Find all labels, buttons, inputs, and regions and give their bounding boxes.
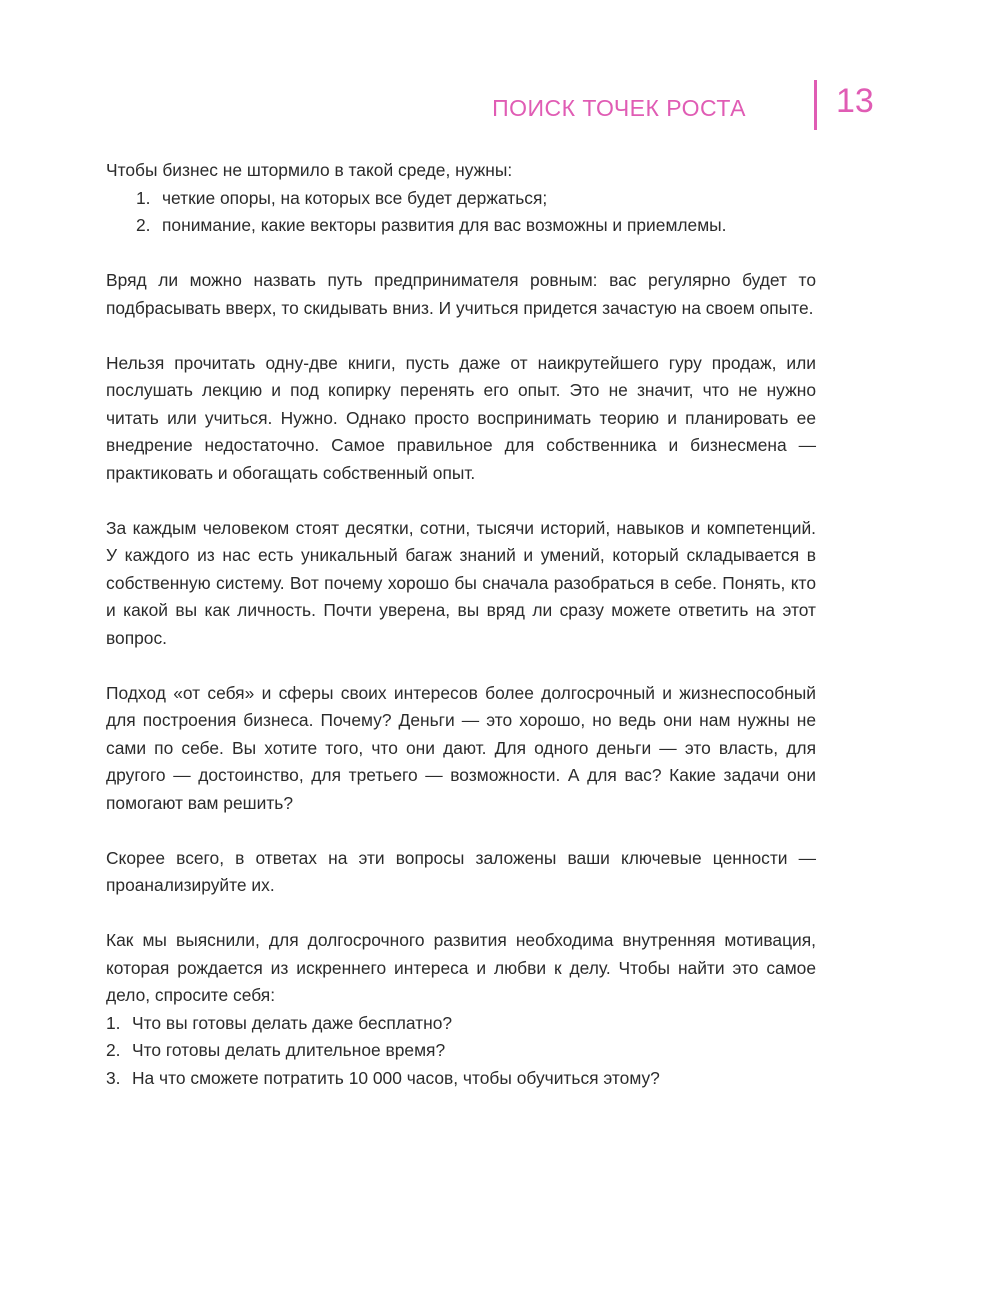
list-item <box>106 1037 816 1065</box>
list-item <box>106 1010 816 1038</box>
paragraph: Подход «от себя» и сферы своих интересов более долгосрочный и жизнеспособный для построения бизнеса. Почему? Деньги — это хорошо, но ведь они нам нужны не сами по себе. Вы хотите того, что они дают. Для одного деньги — это власть, для другого — достоинство, для третьего — возможности. А для вас? Какие задачи они помогают вам решить? <box>106 682 816 813</box>
list-number: 1. <box>136 187 151 208</box>
paragraph: Вряд ли можно назвать путь предпринимателя ровным: вас регулярно будет то подбрасывать вверх, то скидывать вниз. И учиться придется зачастую на своем опыте. <box>106 270 816 318</box>
list-number: 2. <box>106 1040 121 1060</box>
list-text: Что вы готовы делать даже бесплатно? <box>132 1012 453 1033</box>
list-number: 1. <box>106 1012 121 1033</box>
page-body <box>106 157 816 1120</box>
paragraph: Как мы выяснили, для долгосрочного развития необходима внутренняя мотивация, которая рождается из искреннего интереса и любви к делу. Чтобы найти это самое дело, спросите себя: <box>106 930 816 1005</box>
running-title: ПОИСК ТОЧЕК РОСТА <box>492 95 746 121</box>
list-text: понимание, какие векторы развития для вас возможны и приемлемы. <box>162 215 727 235</box>
list-text: Что готовы делать длительное время? <box>132 1040 446 1060</box>
page-header <box>0 80 987 132</box>
list-number: 3. <box>106 1067 121 1088</box>
page-number: 13 <box>836 82 874 120</box>
paragraph: Скорее всего, в ответах на эти вопросы заложены ваши ключевые ценности — проанализируйте их. <box>106 847 816 895</box>
list-number: 2. <box>136 215 151 235</box>
list-item <box>106 1065 816 1093</box>
intro-paragraph: Чтобы бизнес не штормило в такой среде, нужны: <box>106 160 513 180</box>
intro-list <box>106 185 816 240</box>
paragraph: Нельзя прочитать одну-две книги, пусть даже от наикрутейшего гуру продаж, или послушать лекцию и под копирку перенять его опыт. Это не значит, что не нужно читать или учиться. Нужно. Однако просто воспринимать теорию и планировать ее внедрение недостаточно. Самое правильное для собственника и бизнесмена — практиковать и обогащать собственный опыт. <box>106 352 816 483</box>
header-divider <box>814 80 817 130</box>
list-text: На что сможете потратить 10 000 часов, чтобы обучиться этому? <box>132 1067 660 1088</box>
paragraph: За каждым человеком стоят десятки, сотни, тысячи историй, навыков и компетенций. У каждого из нас есть уникальный багаж знаний и умений, который складывается в собственную систему. Вот почему хорошо бы сначала разобраться в себе. Понять, кто и какой вы как личность. Почти уверена, вы вряд ли сразу можете ответить на этот вопрос. <box>106 517 816 648</box>
list-item <box>106 185 816 213</box>
questions-list <box>106 1010 816 1093</box>
list-item <box>106 212 816 240</box>
list-text: четкие опоры, на которых все будет держаться; <box>162 187 548 208</box>
